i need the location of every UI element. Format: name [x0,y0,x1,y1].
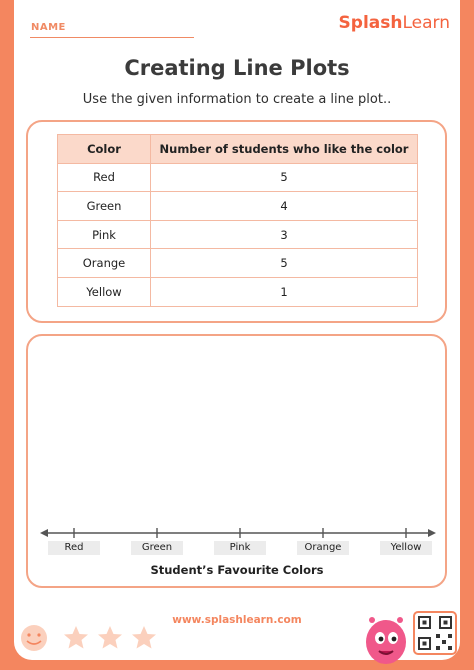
cell-color: Orange [58,249,151,278]
cell-color: Pink [58,220,151,249]
star-icon [98,626,122,649]
star-icon [132,626,156,649]
cell-color: Green [58,192,151,221]
qr-code-icon [414,612,456,654]
tick-label-red: Red [48,541,100,555]
brand-secondary: Learn [402,13,450,33]
brand-primary: Splash [338,13,403,33]
tick-label-green: Green [131,541,183,555]
column-header-color: Color [58,135,151,164]
smiley-icon [21,625,47,651]
footer-url: www.splashlearn.com [172,614,302,626]
page-title: Creating Line Plots [124,56,350,80]
cell-count: 4 [151,192,418,221]
cell-color: Red [58,163,151,192]
instructions: Use the given information to create a line plot.. [82,92,392,107]
cell-count: 5 [151,163,418,192]
cell-count: 1 [151,277,418,306]
tick-label-orange: Orange [297,541,349,555]
axis-title: Student’s Favourite Colors [150,563,324,577]
cell-color: Yellow [58,277,151,306]
tick-label-pink: Pink [214,541,266,555]
star-icon [64,626,88,649]
tick-label-yellow: Yellow [380,541,432,555]
cell-count: 5 [151,249,418,278]
name-label: NAME [31,22,66,33]
mascot-icon [366,617,406,664]
cell-count: 3 [151,220,418,249]
column-header-count: Number of students who like the color [151,135,418,164]
